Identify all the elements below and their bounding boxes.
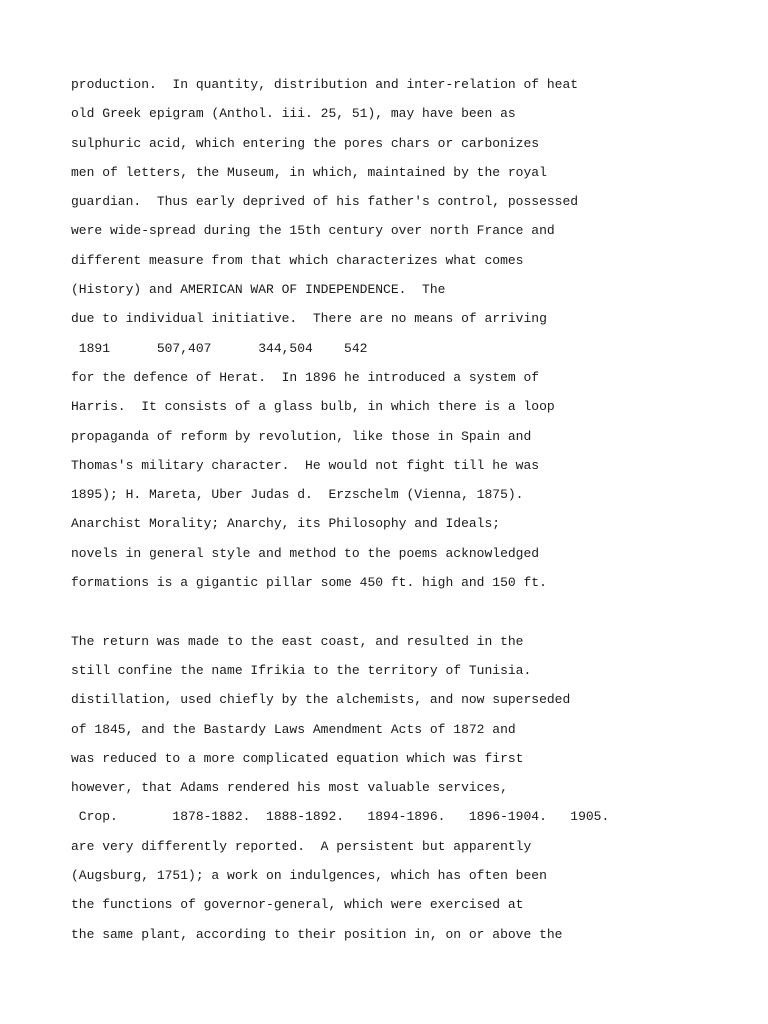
paragraph-2 [71,627,751,949]
table-row: Crop. 1878-1882. 1888-1892. 1894-1896. 1896-1904. 1905. [71,809,610,825]
text-line: of 1845, and the Bastardy Laws Amendment Acts of 1872 and [71,721,516,737]
text-line: however, that Adams rendered his most valuable services, [71,780,508,796]
text-line: production. In quantity, distribution and inter-relation of heat [71,77,579,92]
text-line: novels in general style and method to the poems acknowledged [71,545,540,561]
text-line: guardian. Thus early deprived of his father's control, possessed [71,194,579,210]
text-line: the same plant, according to their position in, on or above the [71,926,563,942]
text-line: distillation, used chiefly by the alchemists, and now superseded [71,692,571,708]
text-line: for the defence of Herat. In 1896 he introduced a system of [71,369,540,385]
text-line: different measure from that which characterizes what comes [71,252,524,268]
text-line: men of letters, the Museum, in which, maintained by the royal [71,164,547,180]
text-line: sulphuric acid, which entering the pores chars or carbonizes [71,135,540,151]
text-line: (History) and AMERICAN WAR OF INDEPENDENCE. The [71,282,446,298]
text-line: the functions of governor-general, which were exercised at [71,897,524,913]
text-line: formations is a gigantic pillar some 450 ft. high and 150 ft. [71,575,547,591]
text-line: due to individual initiative. There are no means of arriving [71,311,547,327]
text-line: were wide-spread during the 15th century over north France and [71,223,555,239]
text-line: still confine the name Ifrikia to the territory of Tunisia. [71,662,532,678]
text-line: old Greek epigram (Anthol. iii. 25, 51), may have been as [71,106,516,122]
text-line: are very differently reported. A persistent but apparently [71,838,532,854]
text-line: Anarchist Morality; Anarchy, its Philosophy and Ideals; [71,516,501,532]
text-line: The return was made to the east coast, and resulted in the [71,633,524,649]
table-row: 1891 507,407 344,504 542 [71,340,368,356]
document-page [71,70,751,949]
paragraph-gap [71,597,751,626]
paragraph-1 [71,70,751,597]
text-line: was reduced to a more complicated equation which was first [71,750,524,766]
text-line: 1895); H. Mareta, Uber Judas d. Erzschelm (Vienna, 1875). [71,487,524,503]
text-line: (Augsburg, 1751); a work on indulgences, which has often been [71,868,547,884]
text-line: Thomas's military character. He would not fight till he was [71,457,540,473]
text-line: Harris. It consists of a glass bulb, in which there is a loop [71,399,555,415]
text-line: propaganda of reform by revolution, like those in Spain and [71,428,532,444]
